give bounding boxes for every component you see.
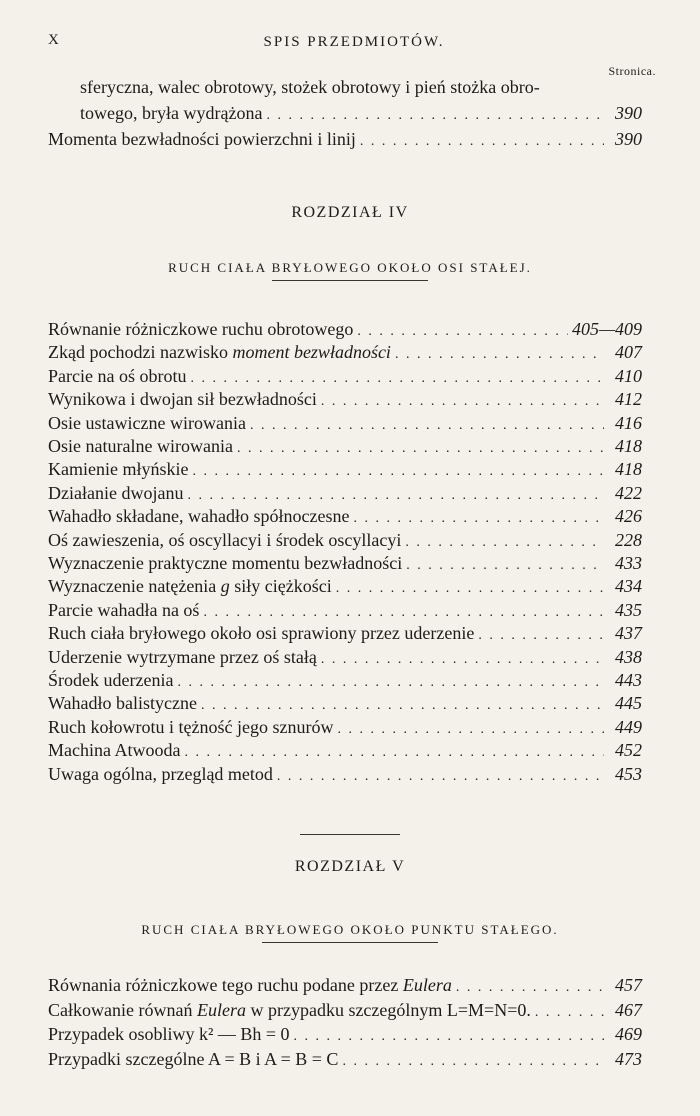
leader-dots [201, 695, 604, 717]
toc-entry-page: 457 [615, 975, 642, 995]
toc-entry [48, 529, 642, 551]
toc-entry-page: 390 [615, 129, 642, 149]
toc-entry [48, 646, 642, 668]
leader-dots [456, 977, 604, 999]
toc-entry-page: 469 [615, 1024, 642, 1044]
toc-entry-page: 418 [615, 436, 642, 456]
leader-dots [535, 1002, 604, 1024]
toc-entry [48, 365, 642, 387]
toc-entry-text: Uwaga ogólna, przegląd metod [48, 763, 273, 784]
toc-entry-page: 467 [615, 999, 642, 1020]
toc-entry-text: Parcie wahadła na oś [48, 599, 200, 620]
continued-line: sferyczna, walec obrotowy, stożek obrotowy i pień stożka obro- [80, 77, 540, 97]
toc-entry-page: 449 [615, 716, 642, 737]
toc-entry-page: 412 [615, 389, 642, 410]
toc-entry-text-part: w przypadku szczególnym L=M=N=0. [245, 999, 531, 1020]
page-column-label: Stronica. [608, 64, 656, 78]
toc-entry-page: 437 [615, 623, 642, 644]
leader-dots [405, 532, 604, 554]
chapter-heading: ROZDZIAŁ V [294, 858, 406, 875]
toc-entry [48, 622, 642, 644]
toc-entry-page: 443 [615, 670, 642, 690]
toc-entry-text-part: Wyznaczenie natężenia [48, 576, 221, 597]
leader-dots [294, 1026, 604, 1048]
toc-entry-text-part: Zkąd pochodzi nazwisko [48, 342, 233, 363]
leader-dots [478, 625, 604, 647]
toc-entry-emphasis: Eulera [196, 999, 246, 1020]
toc-entry-text: Kamienie młyńskie [48, 459, 189, 480]
toc-entry-text: towego, bryła wydrążona [80, 103, 263, 123]
toc-entry-page: 410 [615, 365, 642, 386]
toc-entry-page: 407 [615, 342, 642, 363]
toc-entry-text [48, 341, 391, 363]
toc-entry [48, 692, 642, 714]
toc-entry [48, 435, 642, 457]
toc-entry-text [48, 999, 531, 1021]
leader-dots [336, 578, 604, 600]
leader-dots [321, 391, 604, 413]
toc-entry-page: 445 [615, 693, 642, 714]
leader-dots [190, 368, 604, 390]
toc-entry-text: Przypadki szczególne A = B i A = B = C [48, 1048, 339, 1069]
leader-dots [237, 438, 604, 460]
toc-entry-page: 434 [615, 576, 642, 597]
toc-entry-page: 228 [615, 529, 642, 550]
leader-dots [187, 485, 604, 507]
leader-dots [406, 555, 604, 577]
leader-dots [360, 131, 604, 153]
leader-dots [266, 105, 604, 127]
divider [262, 942, 438, 943]
leader-dots [353, 508, 604, 530]
toc-entry [48, 575, 642, 597]
toc-entry-page: 390 [615, 103, 642, 123]
toc-entry [48, 974, 642, 996]
leader-dots [342, 1051, 604, 1073]
toc-entry-text: Wahadło składane, wahadło spółnoczesne [48, 506, 350, 527]
toc-entry-text: Machina Atwooda [48, 740, 181, 761]
toc-entry-text: Przypadek osobliwy k² — Bh = 0 [48, 1024, 290, 1044]
toc-entry-text-part: siły ciężkości [229, 576, 332, 597]
toc-entry [48, 341, 642, 363]
toc-entry-text: Osie naturalne wirowania [48, 436, 233, 456]
chapter-subheading: RUCH CIAŁA BRYŁOWEGO OKOŁO PUNKTU STAŁEGO. [141, 922, 559, 937]
leader-dots [357, 321, 568, 343]
toc-entry-page: 438 [615, 646, 642, 667]
toc-entry [80, 102, 642, 124]
toc-entry-page: 418 [615, 459, 642, 480]
toc-entry-text: Wahadło balistyczne [48, 693, 197, 714]
chapter-subheading: RUCH CIAŁA BRYŁOWEGO OKOŁO OSI STAŁEJ. [168, 260, 532, 275]
page-number: X [48, 32, 60, 48]
leader-dots [277, 766, 604, 788]
toc-entry [48, 482, 642, 504]
leader-dots [192, 461, 604, 483]
divider [300, 834, 400, 835]
toc-entry [48, 412, 642, 434]
toc-entry-text: Ruch ciała bryłowego około osi sprawiony przez uderzenie [48, 623, 475, 644]
leader-dots [395, 344, 604, 366]
toc-entry-page: 453 [615, 763, 642, 784]
leader-dots [203, 602, 604, 624]
toc-entry-emphasis: Eulera [402, 975, 452, 995]
toc-entry-page: 426 [615, 506, 642, 527]
toc-entry [48, 1048, 642, 1070]
toc-entry-page: 422 [615, 482, 642, 503]
toc-entry [48, 1023, 642, 1045]
toc-entry [48, 599, 642, 621]
toc-entry [48, 669, 642, 691]
toc-entry [48, 552, 642, 574]
toc-entry-text: Osie ustawiczne wirowania [48, 412, 246, 433]
toc-entry [48, 388, 642, 410]
toc-entry [48, 999, 642, 1021]
toc-entry-text [48, 974, 452, 996]
toc-entry-page: 433 [615, 553, 642, 573]
toc-entry-emphasis: moment bezwładności [232, 342, 391, 363]
leader-dots [184, 742, 604, 764]
leader-dots [177, 672, 604, 694]
toc-entry [48, 763, 642, 785]
chapter-heading: ROZDZIAŁ IV [291, 204, 409, 221]
toc-entry [48, 128, 642, 150]
leader-dots [337, 719, 604, 741]
toc-entry-text: Uderzenie wytrzymane przez oś stałą [48, 646, 317, 667]
toc-entry-text: Wynikowa i dwojan sił bezwładności [48, 389, 317, 410]
leader-dots [321, 649, 604, 671]
toc-entry-page: 405—409 [571, 319, 642, 339]
divider [272, 280, 428, 281]
toc-entry-page: 452 [615, 740, 642, 761]
toc-entry-text: Działanie dwojanu [48, 482, 184, 503]
toc-entry-page: 473 [615, 1048, 642, 1069]
toc-entry-page: 416 [615, 412, 642, 433]
toc-entry-text [48, 575, 332, 597]
toc-entry-text: Ruch kołowrotu i tężność jego sznurów [48, 716, 334, 737]
toc-entry-text-part: Całkowanie równań [48, 999, 197, 1020]
running-title: SPIS PRZEDMIOTÓW. [263, 34, 445, 50]
toc-entry-text: Wyznaczenie praktyczne momentu bezwładności [48, 553, 403, 573]
toc-entry-text-part: Równania różniczkowe tego ruchu podane przez [48, 975, 403, 995]
toc-entry-text: Środek uderzenia [48, 670, 174, 690]
toc-entry [48, 458, 642, 480]
toc-entry-text: Równanie różniczkowe ruchu obrotowego [48, 319, 354, 339]
toc-entry-text: Parcie na oś obrotu [48, 365, 187, 386]
toc-entry [48, 505, 642, 527]
toc-entry-text: Oś zawieszenia, oś oscyllacyi i środek oscyllacyi [48, 529, 402, 550]
page-header [48, 32, 660, 54]
toc-entry [48, 716, 642, 738]
toc-entry-text: Momenta bezwładności powierzchni i linij [48, 129, 356, 149]
toc-entry [48, 318, 642, 340]
leader-dots [250, 415, 604, 437]
toc-entry [48, 739, 642, 761]
toc-entry-emphasis: g [220, 576, 230, 597]
toc-entry-page: 435 [615, 599, 642, 620]
